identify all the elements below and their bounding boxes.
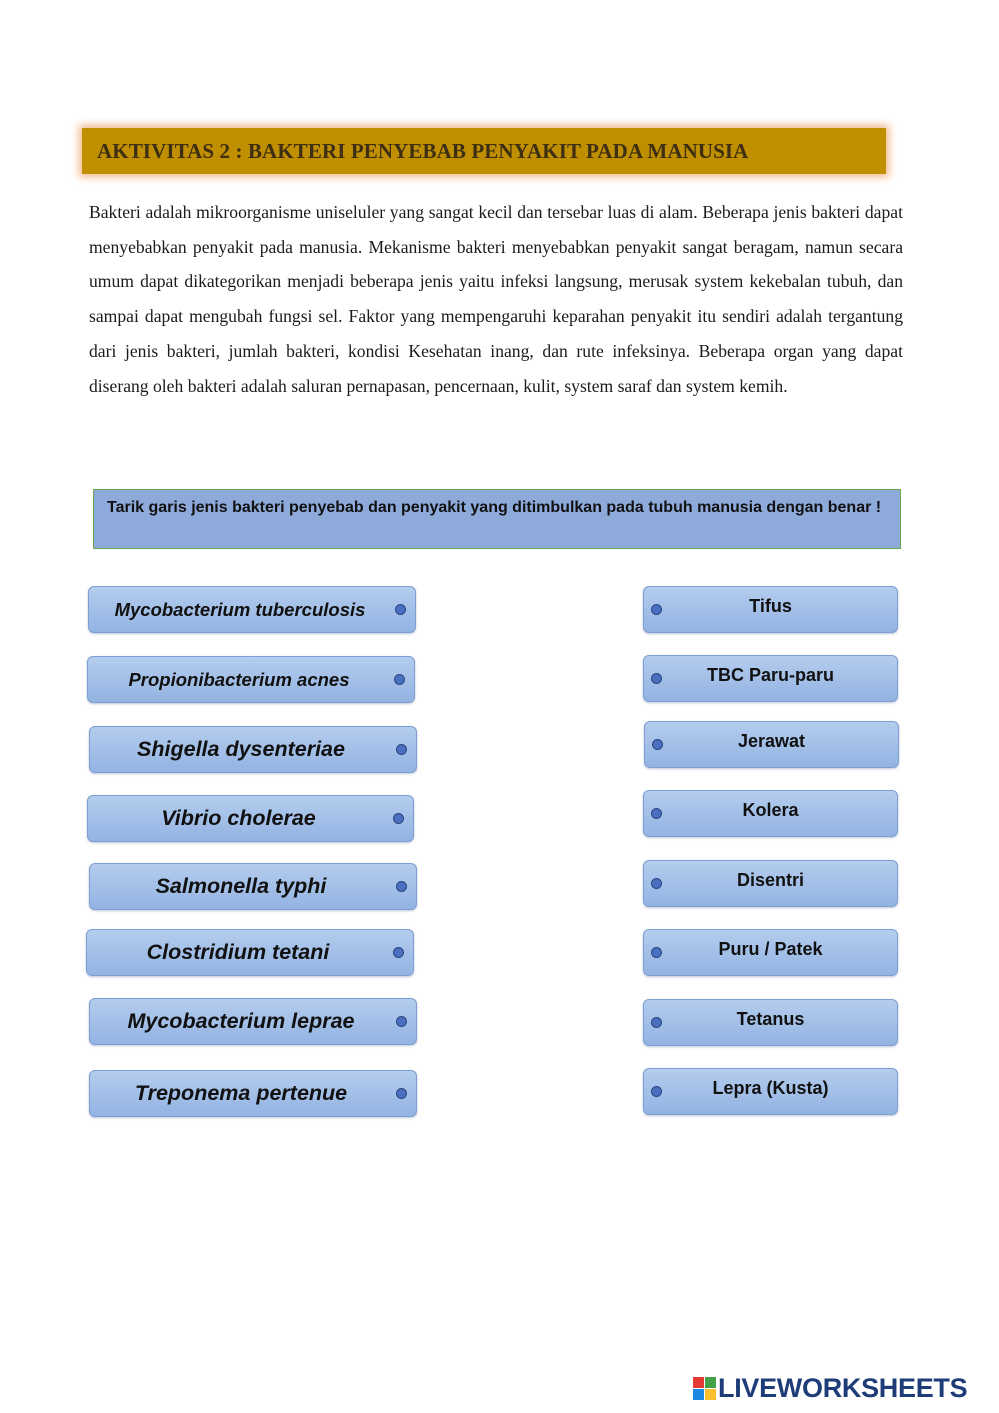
connector-dot[interactable]	[651, 604, 662, 615]
disease-label: Lepra (Kusta)	[712, 1078, 829, 1098]
disease-label: Disentri	[736, 870, 805, 890]
logo-square	[693, 1389, 704, 1400]
bacteria-label: Shigella dysenteriae	[137, 737, 345, 761]
connector-dot[interactable]	[651, 673, 662, 684]
connector-dot[interactable]	[393, 947, 404, 958]
disease-card[interactable]	[643, 999, 898, 1046]
connector-dot[interactable]	[651, 808, 662, 819]
connector-dot[interactable]	[396, 1088, 407, 1099]
bacteria-label: Vibrio cholerae	[161, 806, 316, 830]
bacteria-card[interactable]	[86, 929, 414, 976]
bacteria-label: Propionibacterium acnes	[128, 668, 350, 690]
bacteria-label: Clostridium tetani	[146, 940, 330, 964]
connector-dot[interactable]	[395, 604, 406, 615]
bacteria-card[interactable]	[89, 726, 417, 773]
disease-card[interactable]	[643, 790, 898, 837]
bacteria-card[interactable]	[87, 656, 415, 703]
logo-square	[705, 1377, 716, 1388]
connector-dot[interactable]	[651, 878, 662, 889]
title-banner	[82, 128, 886, 174]
disease-card[interactable]	[643, 1068, 898, 1115]
page-title: AKTIVITAS 2 : BAKTERI PENYEBAB PENYAKIT PADA MANUSIA	[97, 138, 749, 163]
liveworksheets-logo	[693, 1373, 967, 1403]
logo-square	[705, 1389, 716, 1400]
connector-dot[interactable]	[393, 813, 404, 824]
logo-squares-icon	[693, 1377, 716, 1400]
disease-card[interactable]	[643, 860, 898, 907]
disease-card[interactable]	[643, 655, 898, 702]
disease-card[interactable]	[643, 586, 898, 633]
disease-card[interactable]	[643, 929, 898, 976]
disease-label: TBC Paru-paru	[706, 665, 834, 685]
disease-label: Kolera	[742, 800, 799, 820]
bacteria-label: Treponema pertenue	[134, 1081, 348, 1105]
disease-label: Puru / Patek	[718, 939, 823, 959]
bacteria-card[interactable]	[87, 795, 414, 842]
disease-label: Jerawat	[737, 731, 806, 751]
connector-dot[interactable]	[394, 674, 405, 685]
connector-dot[interactable]	[651, 1086, 662, 1097]
brand-name: LIVEWORKSHEETS	[718, 1373, 968, 1403]
instruction-box: Tarik garis jenis bakteri penyebab dan penyakit yang ditimbulkan pada tubuh manusia dengan benar !	[93, 489, 901, 549]
connector-dot[interactable]	[651, 1017, 662, 1028]
disease-label: Tifus	[749, 596, 792, 616]
bacteria-card[interactable]	[89, 998, 417, 1045]
connector-dot[interactable]	[396, 881, 407, 892]
disease-card[interactable]	[644, 721, 899, 768]
connector-dot[interactable]	[396, 1016, 407, 1027]
intro-paragraph: Bakteri adalah mikroorganisme uniseluler yang sangat kecil dan tersebar luas di alam. Beberapa jenis bakteri dapat menyebabkan penyakit pada manusia. Mekanisme bakteri menyebabkan penyakit sangat beragam, namun secara umum dapat dikategorikan menjadi beberapa jenis yaitu infeksi langsung, merusak system kekebalan tubuh, dan sampai dapat mengubah fungsi sel. Faktor yang mempengaruhi keparahan penyakit itu sendiri adalah tergantung dari jenis bakteri, jumlah bakteri, kondisi Kesehatan inang, dan rute infeksinya. Beberapa organ yang dapat diserang oleh bakteri adalah saluran pernapasan, pencernaan, kulit, system saraf dan system kemih.	[89, 202, 903, 396]
bacteria-label: Mycobacterium leprae	[127, 1009, 355, 1033]
bacteria-label: Mycobacterium tuberculosis	[114, 598, 366, 620]
bacteria-card[interactable]	[89, 863, 417, 910]
connector-dot[interactable]	[651, 947, 662, 958]
bacteria-label: Salmonella typhi	[155, 874, 327, 898]
connector-dot[interactable]	[652, 739, 663, 750]
bacteria-card[interactable]	[89, 1070, 417, 1117]
disease-label: Tetanus	[736, 1009, 805, 1029]
connector-dot[interactable]	[396, 744, 407, 755]
bacteria-card[interactable]	[88, 586, 416, 633]
logo-square	[693, 1377, 704, 1388]
